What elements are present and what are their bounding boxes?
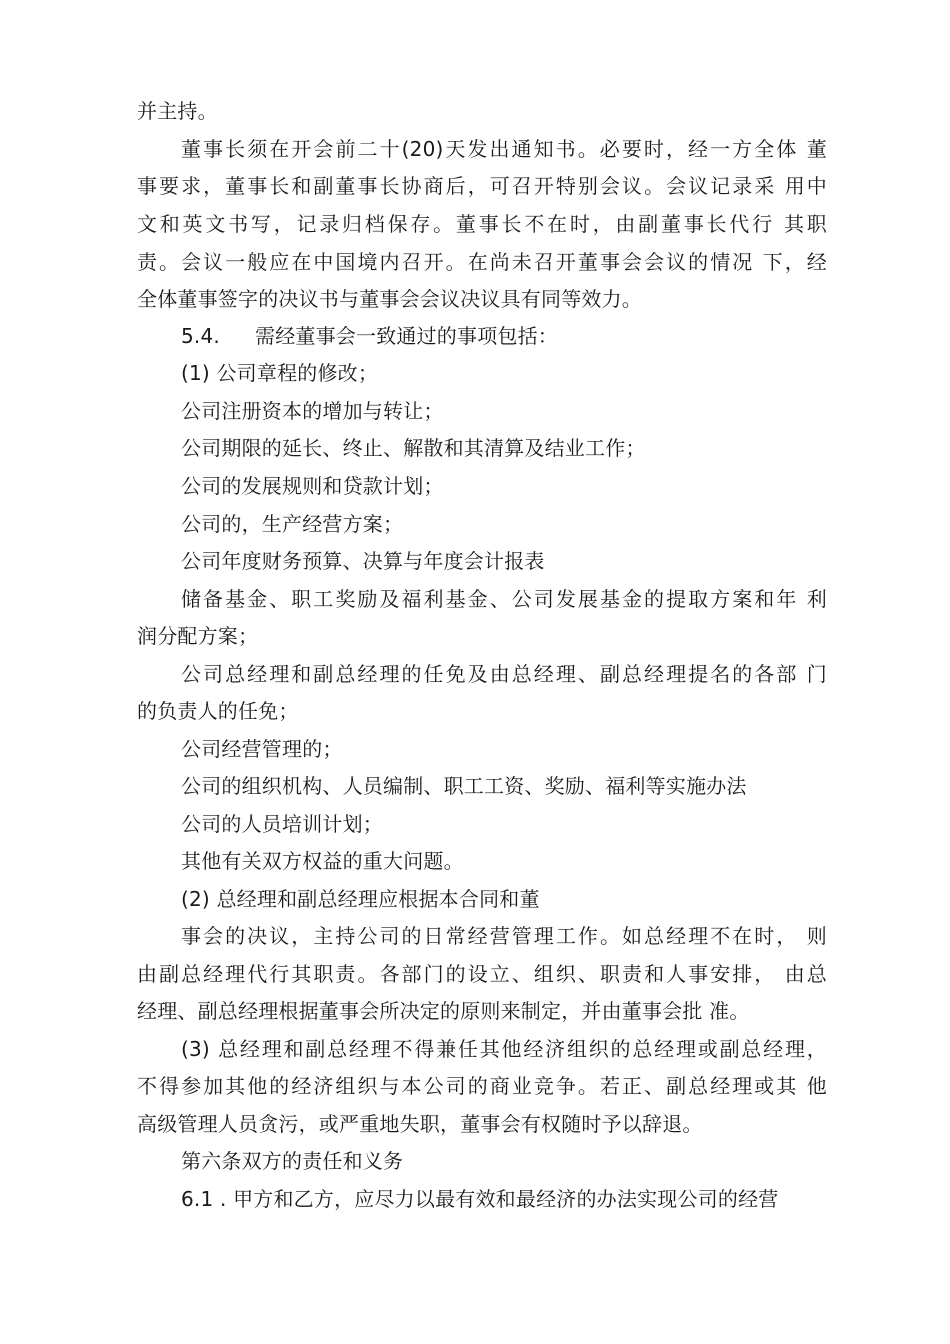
text-line: 高级管理人员贪污，或严重地失职，董事会有权随时予以辞退。 xyxy=(137,1112,703,1136)
section-number: 5.4. xyxy=(181,324,220,348)
text-line: 全体董事签字的决议书与董事会会议决议具有同等效力。 xyxy=(137,287,642,311)
list-item: 储备基金、职工奖励及福利基金、公司发展基金的提取方案和年 利 xyxy=(181,587,827,611)
text-line: 事会的决议，主持公司的日常经营管理工作。如总经理不在时， 则 xyxy=(181,924,827,948)
list-item: 公司注册资本的增加与转让； xyxy=(181,399,444,423)
text-line: 不得参加其他的经济组织与本公司的商业竞争。若正、副总经理或其 他 xyxy=(137,1074,827,1098)
text-line: 6.1 . 甲方和乙方，应尽力以最有效和最经济的办法实现公司的经营 xyxy=(181,1187,779,1211)
section-title: 需经董事会一致通过的事项包括： xyxy=(255,324,558,348)
list-item: (1) 公司章程的修改； xyxy=(181,361,379,385)
list-item: 公司的组织机构、人员编制、职工工资、奖励、福利等实施办法 xyxy=(181,774,747,798)
text-line: 文和英文书写，记录归档保存。董事长不在时，由副董事长代行 其职 xyxy=(137,212,827,236)
text-line: 由副总经理代行其职责。各部门的设立、组织、职责和人事安排， 由总 xyxy=(137,962,827,986)
text-line: 并主持。 xyxy=(137,99,218,123)
list-item: 公司总经理和副总经理的任免及由总经理、副总经理提名的各部 门 xyxy=(181,662,827,686)
text-line: 的负责人的任免； xyxy=(137,699,299,723)
list-item: 公司经营管理的； xyxy=(181,737,343,761)
list-item: 公司的，生产经营方案； xyxy=(181,512,404,536)
text-line: 事要求，董事长和副董事长协商后，可召开特别会议。会议记录采 用中 xyxy=(137,174,827,198)
text-line: 润分配方案； xyxy=(137,624,259,648)
list-item: 公司的发展规则和贷款计划； xyxy=(181,474,444,498)
list-item: (3) 总经理和副总经理不得兼任其他经济组织的总经理或副总经理， xyxy=(181,1037,827,1061)
article-heading: 第六条双方的责任和义务 xyxy=(181,1149,404,1173)
section-heading xyxy=(181,322,827,350)
list-item: 公司的人员培训计划； xyxy=(181,812,383,836)
text-line: 董事长须在开会前二十(20)天发出通知书。必要时，经一方全体 董 xyxy=(181,137,827,161)
list-item: 公司期限的延长、终止、解散和其清算及结业工作； xyxy=(181,436,646,460)
text-line: 责。会议一般应在中国境内召开。在尚未召开董事会会议的情况 下，经 xyxy=(137,250,827,274)
list-item: (2) 总经理和副总经理应根据本合同和董 xyxy=(181,887,540,911)
text-line: 经理、副总经理根据董事会所决定的原则来制定，并由董事会批 准。 xyxy=(137,999,750,1023)
list-item: 公司年度财务预算、决算与年度会计报表 xyxy=(181,549,545,573)
list-item: 其他有关双方权益的重大问题。 xyxy=(181,849,464,873)
